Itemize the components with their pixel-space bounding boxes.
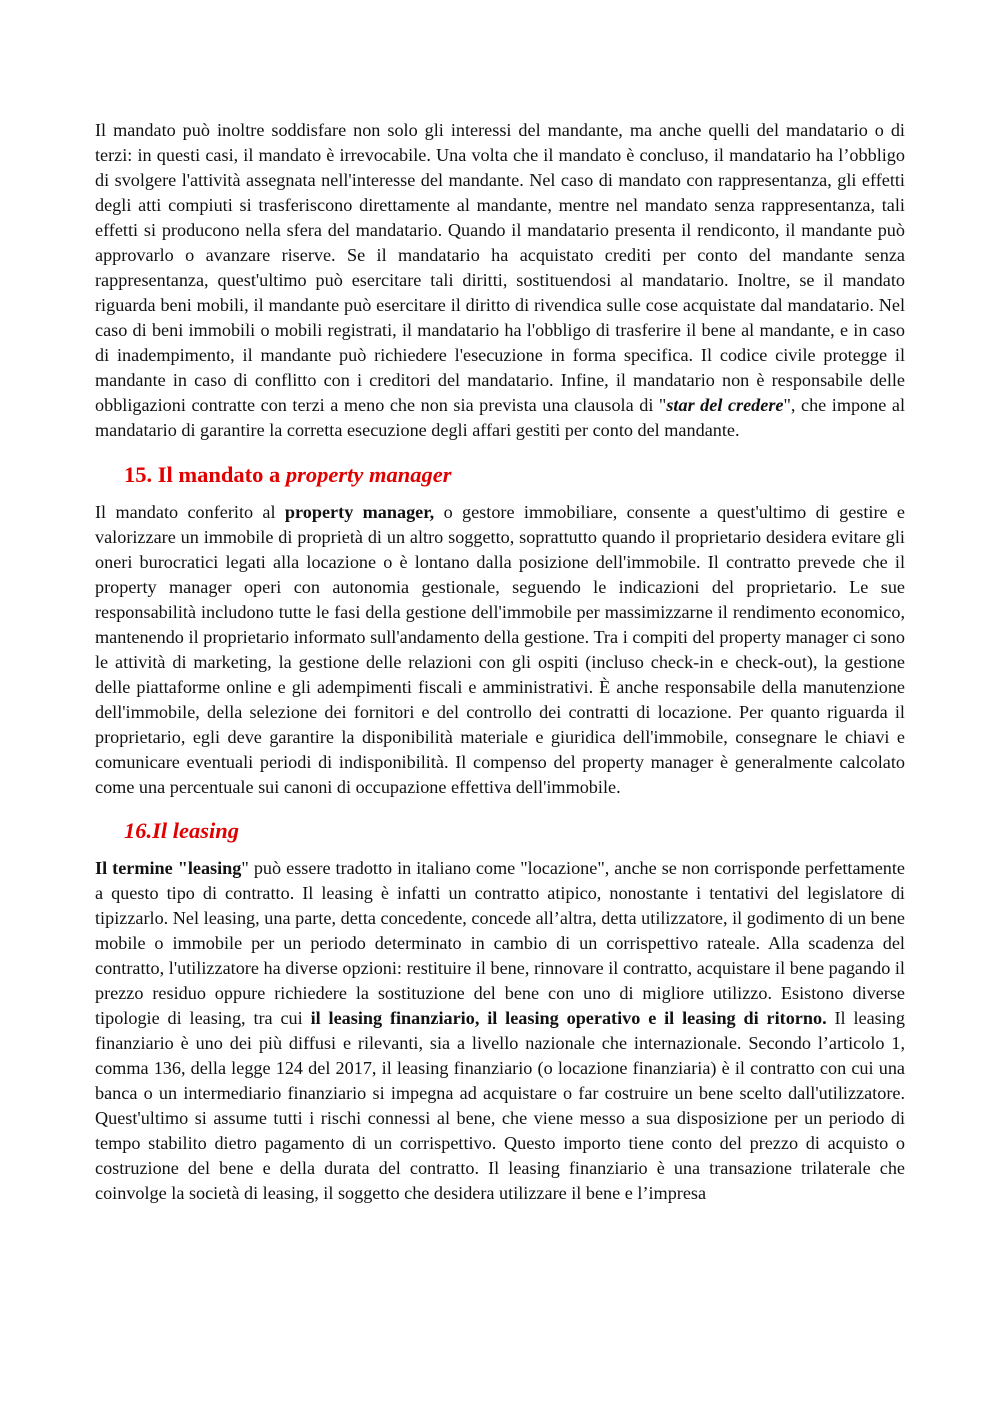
heading-italic-text: property manager (285, 462, 452, 487)
heading-text: 15. Il mandato a (124, 462, 286, 487)
emphasis-star-del-credere: star del credere (666, 395, 784, 415)
paragraph-leasing (95, 856, 905, 1206)
paragraph-property-manager (95, 500, 905, 800)
paragraph-text: Il mandato conferito al (95, 502, 285, 522)
section-heading-16 (95, 817, 905, 845)
section-heading-15 (95, 461, 905, 489)
paragraph-mandato-obblighi (95, 118, 905, 443)
paragraph-text: Il mandato può inoltre soddisfare non solo gli interessi del mandante, ma anche quelli del mandatario o di terzi: in questi casi, il mandato è irrevocabile. Una volta che il mandato è concluso, il mandatario ha l’obbligo di svolgere l'attività assegnata nell'interesse del mandante. Nel caso di mandato con rappresentanza, gli effetti degli atti compiuti si trasferiscono direttamente al mandante, mentre nel mandato senza rappresentanza, tali effetti si producono nella sfera del mandatario. Quando il mandatario presenta il rendiconto, il mandante può approvarlo o avanzare riserve. Se il mandatario ha acquistato crediti per conto del mandante senza rappresentanza, quest'ultimo può esercitare tali diritti, sostituendosi al mandatario. Inoltre, se il mandato riguarda beni mobili, il mandante può esercitare il diritto di rivendica sulle cose acquistate dal mandatario. Nel caso di beni immobili o mobili registrati, il mandatario ha l'obbligo di trasferire il bene al mandante, e in caso di inadempimento, il mandante può richiedere l'esecuzione in forma specifica. Il codice civile protegge il mandante in caso di conflitto con i creditori del mandatario. Infine, il mandatario non è responsabile delle obbligazioni contratte con terzi a meno che non sia prevista una clausola di " (95, 120, 905, 415)
paragraph-text: ", che impone al mandatario di garantire la corretta esecuzione degli affari gestiti per conto del mandante. (95, 395, 906, 440)
bold-term-property-manager: property manager, (284, 502, 435, 522)
paragraph-text: o gestore immobiliare, consente a quest'ultimo di gestire e valorizzare un immobile di proprietà di un altro soggetto, soprattutto quando il proprietario desidera evitare gli oneri burocratici legati alla locazione o è lontano dalla posizione dell'immobile. Il contratto prevede che il property manager operi con autonomia gestionale, seguendo le indicazioni del proprietario. Le sue responsabilità includono tutte le fasi della gestione dell'immobile per massimizzarne il rendimento economico, mantenendo il proprietario informato sull'andamento della gestione. Tra i compiti del property manager ci sono le attività di marketing, la gestione delle relazioni con gli ospiti (incluso check-in e check-out), la gestione delle piattaforme online e gli adempimenti fiscali e amministrativi. È anche responsabile della manutenzione dell'immobile, della selezione dei fornitori e del controllo dei contratti di locazione. Per quanto riguarda il proprietario, egli deve garantire la disponibilità materiale e giuridica dell'immobile, consegnare le chiavi e comunicare eventuali periodi di indisponibilità. Il compenso del property manager è generalmente calcolato come una percentuale sui canoni di occupazione effettiva dell'immobile. (95, 502, 906, 797)
bold-leasing-types: il leasing finanziario, il leasing operativo e il leasing di ritorno. (310, 1008, 827, 1028)
document-page (95, 118, 905, 1206)
paragraph-text: " può essere tradotto in italiano come "locazione", anche se non corrisponde perfettamente a questo tipo di contratto. Il leasing è infatti un contratto atipico, nonostante i tentativi del legislatore di tipizzarlo. Nel leasing, una parte, detta concedente, concede all’altra, detta utilizzatore, il godimento di un bene mobile o immobile per un periodo determinato in cambio di un corrispettivo rateale. Alla scadenza del contratto, l'utilizzatore ha diverse opzioni: restituire il bene, rinnovare il contratto, acquistare il bene pagando il prezzo residuo oppure richiedere la sostituzione del bene con uno di migliore utilizzo. Esistono diverse tipologie di leasing, tra cui (95, 858, 905, 1028)
paragraph-text: Il leasing finanziario è uno dei più diffusi e rilevanti, sia a livello nazionale che internazionale. Secondo l’articolo 1, comma 136, della legge 124 del 2017, il leasing finanziario (o locazione finanziaria) è il contratto con cui una banca o un intermediario finanziario si impegna ad acquistare o far costruire un bene scelto dall'utilizzatore. Quest'ultimo si assume tutti i rischi connessi al bene, che viene messo a sua disposizione per un periodo di tempo stabilito dietro pagamento di un corrispettivo. Questo importo tiene conto del prezzo di acquisto o costruzione del bene e della durata del contratto. Il leasing finanziario è una transazione trilaterale che coinvolge la società di leasing, il soggetto che desidera utilizzare il bene e l’impresa (95, 1008, 905, 1203)
heading-italic-text: 16.Il leasing (124, 818, 240, 843)
bold-term-leasing: Il termine "leasing (95, 858, 242, 878)
